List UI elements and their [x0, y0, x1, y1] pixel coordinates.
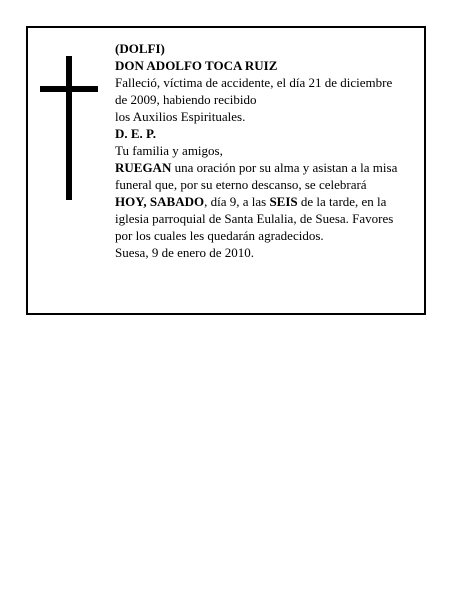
thanks-line: por los cuales les quedarán agradecidos.	[115, 228, 324, 243]
nickname: (DOLFI)	[115, 41, 165, 56]
request-line-1: RUEGAN una oración por su alma y asistan a la misa	[115, 160, 398, 175]
family-line: Tu familia y amigos,	[115, 143, 223, 158]
day-bold: HOY, SABADO	[115, 194, 205, 209]
dep-line: D. E. P.	[115, 126, 157, 141]
request-bold: RUEGAN	[115, 160, 172, 175]
cross-horizontal-bar	[40, 86, 98, 92]
place-date: Suesa, 9 de enero de 2010.	[115, 245, 254, 260]
church-line: iglesia parroquial de Santa Eulalia, de Suesa. Favores	[115, 211, 394, 226]
day-line: HOY, SABADO, día 9, a las SEIS de la tarde, en la	[115, 194, 387, 209]
death-line-3: los Auxilios Espirituales.	[115, 109, 246, 124]
death-line-1: Falleció, víctima de accidente, el día 21 de diciembre	[115, 75, 393, 90]
time-bold: SEIS	[269, 194, 298, 209]
cross-icon	[40, 56, 98, 200]
deceased-name: DON ADOLFO TOCA RUIZ	[115, 58, 278, 73]
cross-vertical-bar	[66, 56, 72, 200]
request-line-2: funeral que, por su eterno descanso, se celebrará	[115, 177, 367, 192]
obituary-notice	[26, 26, 426, 315]
notice-text	[115, 40, 421, 261]
death-line-2: de 2009, habiendo recibido	[115, 92, 257, 107]
